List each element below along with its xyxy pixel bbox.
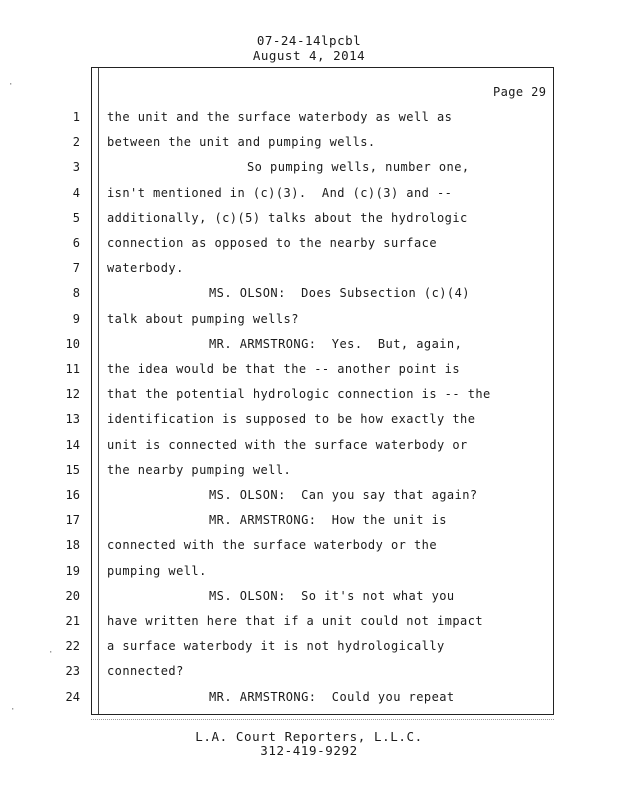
line-number: 18 (65, 538, 80, 552)
line-number: 20 (65, 589, 80, 603)
transcript-line-text: that the potential hydrologic connection is -- the (107, 387, 491, 401)
transcript-line-text: connection as opposed to the nearby surface (107, 236, 438, 250)
line-number: 2 (72, 135, 80, 149)
line-number: 23 (65, 664, 80, 678)
line-number: 9 (72, 312, 80, 326)
line-number: 17 (65, 513, 80, 527)
line-number: 5 (72, 211, 80, 225)
transcript-line-text: the unit and the surface waterbody as well as (107, 110, 453, 124)
line-number: 13 (65, 412, 80, 426)
line-number: 7 (72, 261, 80, 275)
line-number: 8 (72, 286, 80, 300)
scan-artifact-line (91, 719, 554, 720)
transcript-line-text: MS. OLSON: Does Subsection (c)(4) (209, 286, 470, 300)
footer-company: L.A. Court Reporters, L.L.C. (195, 729, 423, 744)
transcript-line-text: waterbody. (107, 261, 184, 275)
line-number: 4 (72, 186, 80, 200)
transcript-line-text: identification is supposed to be how exactly the (107, 412, 476, 426)
line-number: 11 (65, 362, 80, 376)
line-number: 21 (65, 614, 80, 628)
line-number: 3 (72, 160, 80, 174)
line-number: 22 (65, 639, 80, 653)
transcript-line-text: the nearby pumping well. (107, 463, 292, 477)
transcript-line-text: connected with the surface waterbody or the (107, 538, 438, 552)
line-number: 19 (65, 564, 80, 578)
left-margin-rule (98, 68, 99, 714)
line-number: 10 (65, 337, 80, 351)
transcript-line-text: a surface waterbody it is not hydrologically (107, 639, 445, 653)
line-number: 12 (65, 387, 80, 401)
transcript-line-text: connected? (107, 664, 184, 678)
line-number: 14 (65, 438, 80, 452)
transcript-line-text: MR. ARMSTRONG: Could you repeat (209, 690, 455, 704)
line-number: 1 (72, 110, 80, 124)
line-number: 6 (72, 236, 80, 250)
transcript-line-text: between the unit and pumping wells. (107, 135, 376, 149)
footer-phone: 312-419-9292 (260, 743, 358, 758)
transcript-line-text: isn't mentioned in (c)(3). And (c)(3) and -- (107, 186, 453, 200)
line-number: 15 (65, 463, 80, 477)
transcript-line-text: MR. ARMSTRONG: How the unit is (209, 513, 447, 527)
case-number-header: 07-24-14lpcbl (256, 33, 362, 48)
transcript-line-text: pumping well. (107, 564, 207, 578)
transcript-line-text: So pumping wells, number one, (247, 160, 470, 174)
transcript-line-text: unit is connected with the surface waterbody or (107, 438, 468, 452)
transcript-line-text: MS. OLSON: Can you say that again? (209, 488, 478, 502)
transcript-line-text: have written here that if a unit could not impact (107, 614, 484, 628)
scan-speck: · (8, 80, 14, 90)
page-number: Page 29 (493, 85, 547, 99)
transcript-line-text: talk about pumping wells? (107, 312, 299, 326)
date-header: August 4, 2014 (252, 48, 366, 63)
transcript-line-text: the idea would be that the -- another point is (107, 362, 461, 376)
scan-speck: · (48, 648, 54, 658)
transcript-line-text: additionally, (c)(5) talks about the hydrologic (107, 211, 468, 225)
transcript-line-text: MR. ARMSTRONG: Yes. But, again, (209, 337, 463, 351)
scan-speck: · (10, 705, 16, 715)
line-number: 16 (65, 488, 80, 502)
transcript-line-text: MS. OLSON: So it's not what you (209, 589, 455, 603)
line-number: 24 (65, 690, 80, 704)
